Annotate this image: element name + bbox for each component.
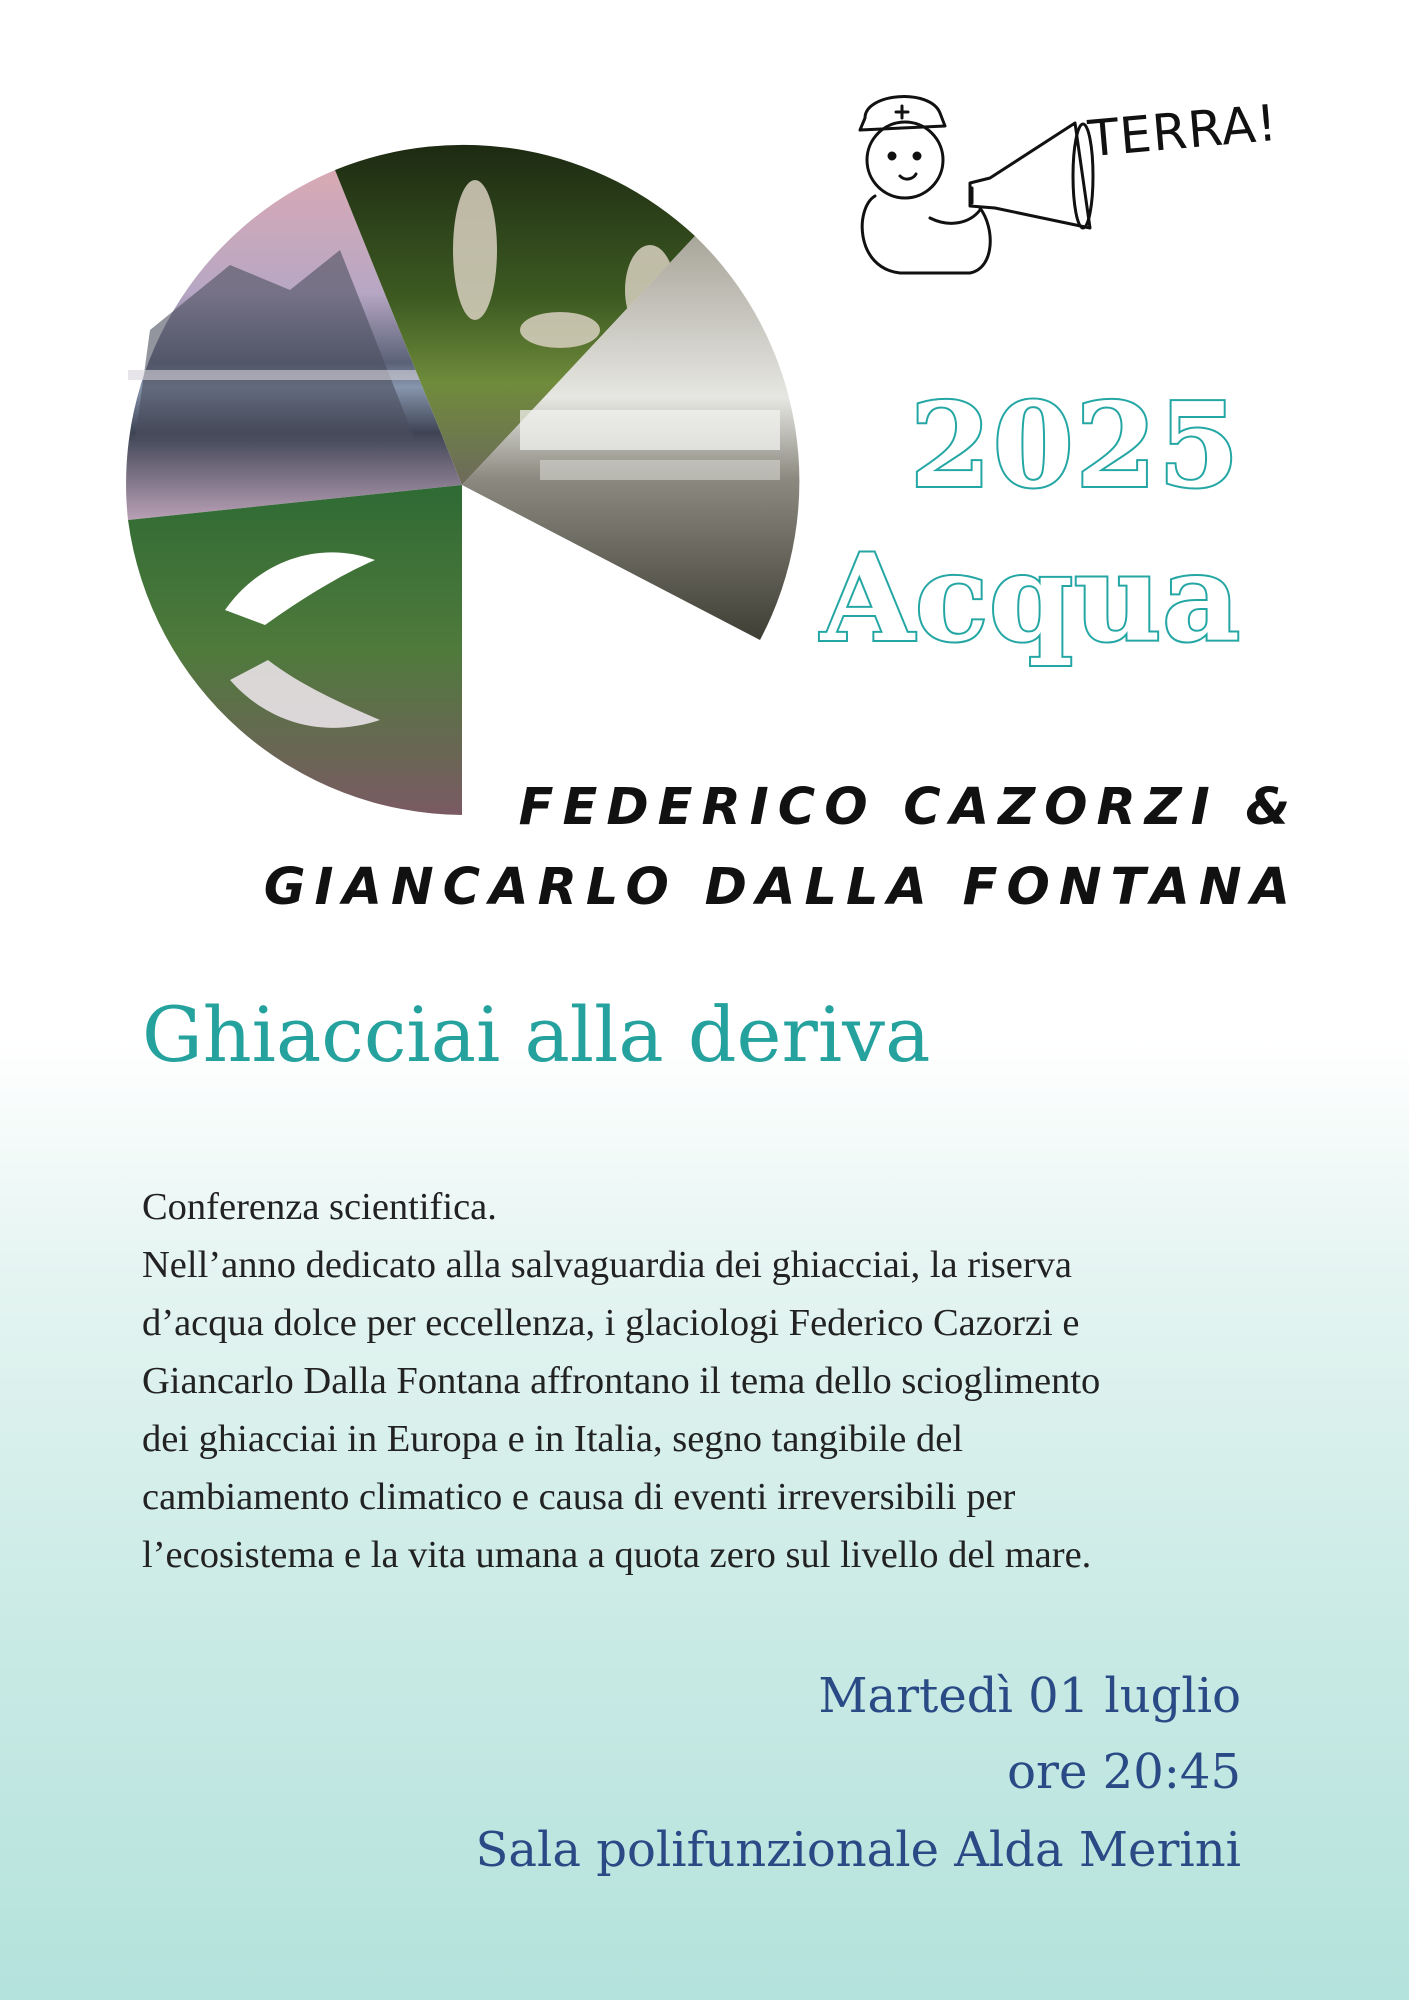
event-venue: Sala polifunzionale Alda Merini <box>475 1822 1241 1878</box>
photo-slice-heron <box>128 485 462 815</box>
edition-theme: Acqua <box>820 528 1241 669</box>
speakers-line-2: GIANCARLO DALLA FONTANA <box>263 858 1299 917</box>
description-line: Giancarlo Dalla Fontana affrontano il tema dello scioglimento <box>142 1360 1101 1402</box>
event-description <box>142 1178 1292 1584</box>
description-line: d’acqua dolce per eccellenza, i glaciologi Federico Cazorzi e <box>142 1302 1080 1344</box>
description-line: Nell’anno dedicato alla salvaguardia dei ghiacciai, la riserva <box>142 1244 1072 1286</box>
description-line: cambiamento climatico e causa di eventi irreversibili per <box>142 1476 1016 1518</box>
description-line: l’ecosistema e la vita umana a quota zero sul livello del mare. <box>142 1534 1092 1576</box>
edition-year: 2025 <box>910 378 1241 514</box>
event-time: ore 20:45 <box>1007 1744 1241 1800</box>
event-title: Ghiacciai alla deriva <box>142 990 931 1079</box>
description-line: dei ghiacciai in Europa e in Italia, segno tangibile del <box>142 1418 964 1460</box>
speakers-line-1: FEDERICO CAZORZI & <box>518 778 1299 837</box>
mascot-speech-text: TERRA! <box>1085 93 1281 169</box>
event-date: Martedì 01 luglio <box>818 1668 1241 1724</box>
description-line: Conferenza scientifica. <box>142 1186 497 1228</box>
